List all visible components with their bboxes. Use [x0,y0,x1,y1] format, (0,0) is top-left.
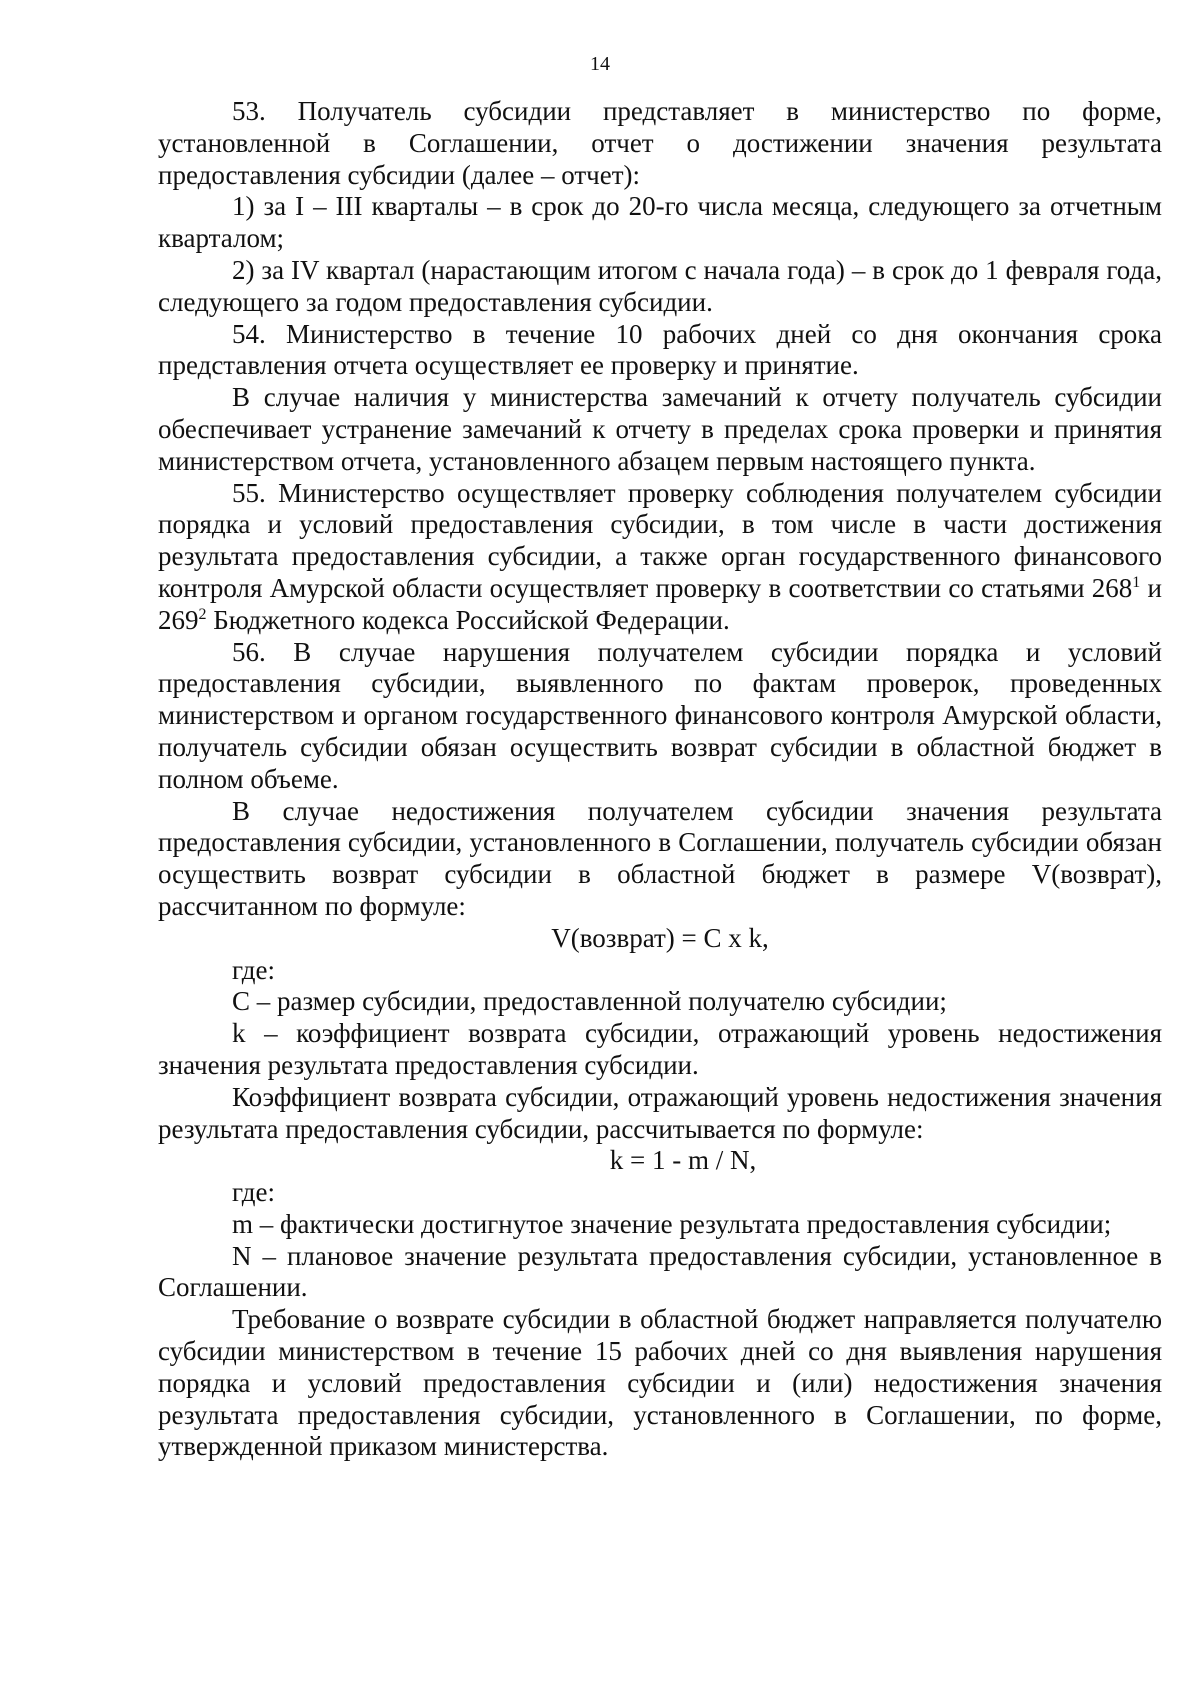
paragraph-55-text-start: 55. Министерство осуществляет проверку соблюдения получателем субсидии порядка и условий предоставления субсидии, в том числе в части достижения результата предоставления субсидии, а также орган государственного финансового контроля Амурской области осуществляет проверку в соответствии со статьями 268 [158,477,1162,603]
where-label-2: где: [232,1177,275,1208]
paragraph-56-shortfall: В случае недостижения получателем субсидии значения результата предоставления субсидии, установленного в Соглашении, получатель субсидии обязан осуществить возврат субсидии в областной бюджет в размере V(возврат), рассчитанном по формуле: [158,795,1162,921]
page-number: 14 [590,53,610,75]
paragraph-55-text-middle: и 269 [158,572,1163,635]
definition-m: m – фактически достигнутое значение результата предоставления субсидии; [232,1208,1112,1239]
definition-n: N – плановое значение результата предоставления субсидии, установленное в Соглашении. [158,1240,1162,1303]
paragraph-54-remarks: В случае наличия у министерства замечаний к отчету получатель субсидии обеспечивает устранение замечаний к отчету в пределах срока проверки и принятия министерством отчета, установленного абзацем первым настоящего пункта. [158,382,1162,476]
paragraph-56: 56. В случае нарушения получателем субсидии порядка и условий предоставления субсидии, выявленного по фактам проверок, проведенных министерством и органом государственного финансового контроля Амурской области, получатель субсидии обязан осуществить возврат субсидии в областной бюджет в полном объеме. [158,636,1162,794]
paragraph-55-text-end: Бюджетного кодекса Российской Федерации. [206,604,730,635]
formula-coefficient: k = 1 - m / N, [609,1145,757,1176]
definition-k: k – коэффициент возврата субсидии, отражающий уровень недостижения значения результата предоставления субсидии. [158,1018,1162,1080]
paragraph-55 [158,478,1162,637]
paragraph-refund-request: Требование о возврате субсидии в областной бюджет направляется получателю субсидии министерством в течение 15 рабочих дней со дня выявления нарушения порядка и условий предоставления субсидии и (или) недостижения значения результата предоставления субсидии, установленного в Соглашении, по форме, утвержденной приказом министерства. [158,1304,1162,1462]
paragraph-coefficient: Коэффициент возврата субсидии, отражающий уровень недостижения значения результата предоставления субсидии, рассчитывается по формуле: [158,1081,1162,1144]
paragraph-53-item-2: 2) за IV квартал (нарастающим итогом с начала года) – в срок до 1 февраля года, следующего за годом предоставления субсидии. [158,254,1162,317]
footnote-superscript-2: 2 [198,605,207,623]
footnote-superscript-1: 1 [1132,573,1141,591]
where-label-1: где: [232,954,275,985]
formula-refund: V(возврат) = C x k, [551,922,769,953]
paragraph-54: 54. Министерство в течение 10 рабочих дней со дня окончания срока представления отчета осуществляет ее проверку и принятие. [158,318,1162,381]
definition-c: C – размер субсидии, предоставленной получателю субсидии; [232,986,947,1017]
document-body [158,96,1162,1463]
paragraph-53-item-1: 1) за I – III кварталы – в срок до 20-го числа месяца, следующего за отчетным кварталом; [158,191,1162,254]
paragraph-53: 53. Получатель субсидии представляет в министерство по форме, установленной в Соглашении, отчет о достижении значения результата предоставления субсидии (далее – отчет): [158,96,1162,190]
